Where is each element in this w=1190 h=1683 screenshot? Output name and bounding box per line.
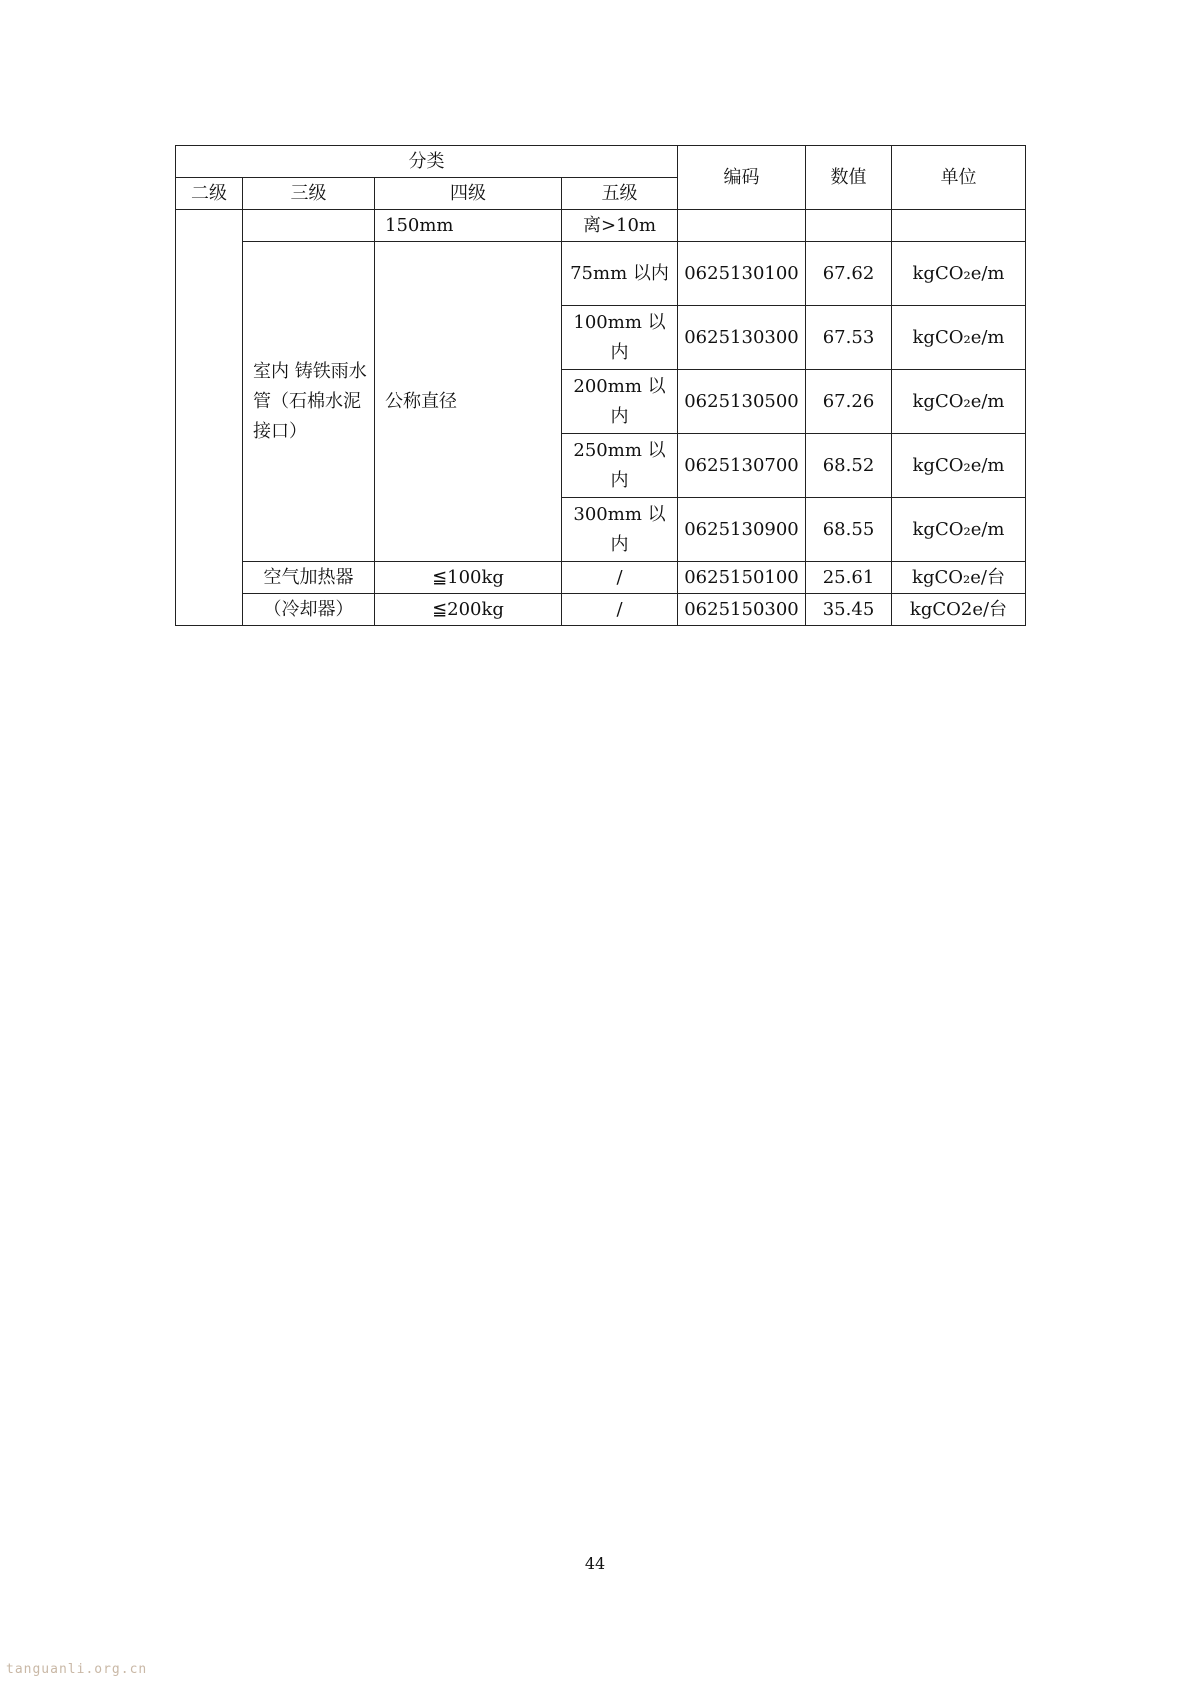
level3-pipe-cell: 室内 铸铁雨水管（石棉水泥接口） — [243, 242, 375, 562]
level3-cell — [243, 210, 375, 242]
value-cell: 68.55 — [806, 498, 892, 562]
value-cell — [806, 210, 892, 242]
unit-cell: kgCO2e/台 — [892, 594, 1026, 626]
header-level3: 三级 — [243, 178, 375, 210]
value-cell: 67.53 — [806, 306, 892, 370]
unit-cell: kgCO₂e/m — [892, 434, 1026, 498]
header-value: 数值 — [806, 146, 892, 210]
level5-cell: 250mm 以内 — [562, 434, 678, 498]
value-cell: 35.45 — [806, 594, 892, 626]
unit-cell: kgCO₂e/m — [892, 242, 1026, 306]
table-row — [176, 594, 1026, 626]
level5-cell: / — [562, 562, 678, 594]
code-cell: 0625130300 — [678, 306, 806, 370]
header-row-1 — [176, 146, 1026, 178]
level4-pipe-cell: 公称直径 — [375, 242, 562, 562]
unit-cell: kgCO₂e/m — [892, 498, 1026, 562]
level5-cell: 75mm 以内 — [562, 242, 678, 306]
level5-cell: 300mm 以内 — [562, 498, 678, 562]
unit-cell: kgCO₂e/台 — [892, 562, 1026, 594]
unit-cell: kgCO₂e/m — [892, 370, 1026, 434]
level5-cell: 离>10m — [562, 210, 678, 242]
level5-cell: / — [562, 594, 678, 626]
table-row — [176, 242, 1026, 306]
level3-heater-line2: （冷却器） — [243, 594, 375, 626]
level4-cell: 150mm — [375, 210, 562, 242]
header-classification: 分类 — [176, 146, 678, 178]
code-cell: 0625130500 — [678, 370, 806, 434]
table-row — [176, 210, 1026, 242]
header-unit: 单位 — [892, 146, 1026, 210]
value-cell: 67.26 — [806, 370, 892, 434]
code-cell: 0625130700 — [678, 434, 806, 498]
code-cell — [678, 210, 806, 242]
level5-cell: 200mm 以内 — [562, 370, 678, 434]
level2-cell — [176, 210, 243, 626]
level3-heater-line1: 空气加热器 — [243, 562, 375, 594]
header-level2: 二级 — [176, 178, 243, 210]
code-cell: 0625150100 — [678, 562, 806, 594]
value-cell: 67.62 — [806, 242, 892, 306]
value-cell: 25.61 — [806, 562, 892, 594]
emission-factor-table — [175, 145, 1026, 626]
watermark: tanguanli.org.cn — [6, 1662, 148, 1677]
unit-cell: kgCO₂e/m — [892, 306, 1026, 370]
code-cell: 0625130100 — [678, 242, 806, 306]
header-code: 编码 — [678, 146, 806, 210]
level5-cell: 100mm 以内 — [562, 306, 678, 370]
code-cell: 0625130900 — [678, 498, 806, 562]
value-cell: 68.52 — [806, 434, 892, 498]
header-level4: 四级 — [375, 178, 562, 210]
unit-cell — [892, 210, 1026, 242]
level4-cell: ≦100kg — [375, 562, 562, 594]
header-level5: 五级 — [562, 178, 678, 210]
page-number: 44 — [584, 1554, 606, 1573]
level4-cell: ≦200kg — [375, 594, 562, 626]
code-cell: 0625150300 — [678, 594, 806, 626]
table-row — [176, 562, 1026, 594]
